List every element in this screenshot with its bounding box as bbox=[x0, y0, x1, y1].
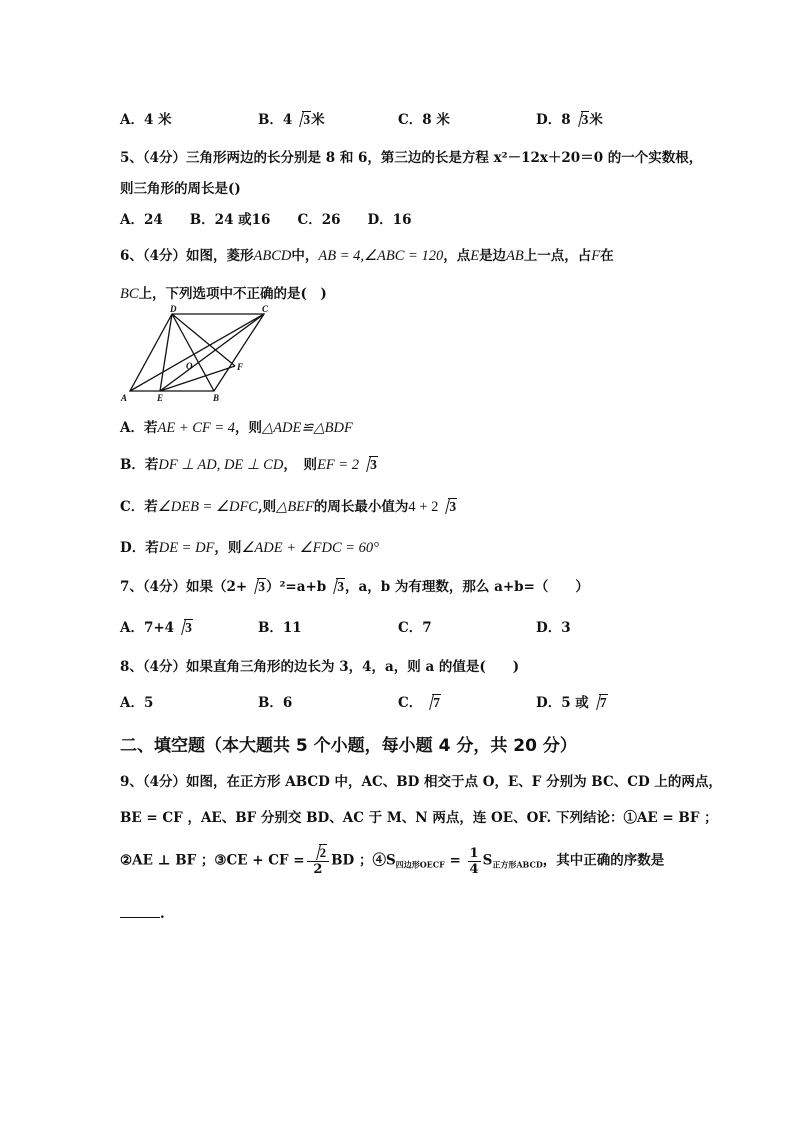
section-heading-fill-in: 二、填空题（本大题共 5 个小题，每小题 4 分，共 20 分） bbox=[120, 736, 577, 756]
q4-option-d-unit: 米 bbox=[589, 112, 603, 128]
sqrt-symbol: 3 bbox=[248, 579, 266, 595]
sqrt-symbol: 3 bbox=[293, 112, 311, 128]
sqrt-symbol: 3 bbox=[360, 457, 378, 473]
fraction: $\frac{1}{4}$ bbox=[469, 845, 479, 877]
q4-option-b-coef: B．4 bbox=[258, 112, 293, 128]
sqrt-symbol: 7 bbox=[590, 695, 608, 711]
q6-stem-line2: BC上，下列选项中不正确的是( ) bbox=[120, 286, 327, 302]
figure-label-o: O bbox=[186, 361, 193, 371]
q9-stem-line1: 9、（4分）如图，在正方形 ABCD 中，AC、BD 相交于点 O，E、F 分别为 BC、CD 上的两点， bbox=[120, 774, 722, 790]
q7-option-a: A．7+4 3 bbox=[120, 620, 192, 636]
figure-label-f: F bbox=[237, 362, 244, 372]
q5-stem-line1: 5、（4分）三角形两边的长分别是 8 和 6，第三边的长是方程 x²－12x＋20＝0 的一个实数根， bbox=[120, 150, 703, 166]
fraction: $\frac{2}{2}$ bbox=[307, 845, 330, 877]
sqrt-symbol: 3 bbox=[327, 579, 345, 595]
q8-option-b: B．6 bbox=[258, 695, 293, 711]
q7-option-b: B．11 bbox=[258, 620, 302, 636]
q6-option-c: C．若∠DEB = ∠DFC,则△BEF的周长最小值为4 + 2 3 bbox=[120, 499, 457, 515]
q9-stem-line3: ②AE ⊥ BF ；③CE + CF = $\frac{2}{2}$ BD ；$④S_{四边形OECF}$ = $\frac{1}{4}$ $S_{正方形ABCD}$，其中正确的序数是 bbox=[120, 845, 665, 877]
q8-option-d: D．5 或 7 bbox=[536, 695, 607, 711]
figure-label-d: D bbox=[170, 304, 177, 314]
sqrt-symbol: 2 bbox=[310, 845, 328, 861]
figure-label-a: A bbox=[121, 393, 128, 403]
rhombus-figure bbox=[118, 304, 280, 404]
figure-label-e: E bbox=[157, 393, 164, 403]
q4-option-b bbox=[258, 108, 325, 128]
sqrt-symbol: 3 bbox=[439, 499, 457, 515]
q4-option-b-unit: 米 bbox=[311, 112, 325, 128]
sqrt-symbol: 7 bbox=[423, 695, 441, 711]
q4-option-d bbox=[536, 108, 603, 128]
figure-label-c: C bbox=[262, 304, 269, 314]
q7-stem: 7、（4分）如果（2+ 3）²=a+b 3，a，b 为有理数，那么 a+b=（ ） bbox=[120, 579, 589, 595]
q6-stem-line1: 6、（4分）如图，菱形ABCD中，AB = 4,∠ABC = 120，点E是边AB上一点，占F在 bbox=[120, 248, 614, 264]
q7-option-c: C．7 bbox=[398, 620, 432, 636]
q5-stem-line2: 则三角形的周长是() bbox=[120, 181, 241, 197]
sqrt-symbol: 3 bbox=[175, 620, 193, 636]
figure-label-b: B bbox=[213, 393, 220, 403]
q4-option-d-coef: D．8 bbox=[536, 112, 571, 128]
q8-option-c: C． 7 bbox=[398, 695, 440, 711]
q6-option-a: A．若AE + CF = 4，则△ADE≌△BDF bbox=[120, 420, 353, 436]
q9-answer-line: . bbox=[120, 906, 165, 922]
answer-blank[interactable] bbox=[120, 907, 160, 918]
q7-option-d: D．3 bbox=[536, 620, 571, 636]
sqrt-symbol: 3 bbox=[572, 112, 590, 128]
q6-option-b: B．若DF ⊥ AD, DE ⊥ CD， 则EF = 2 3 bbox=[120, 457, 377, 473]
q6-option-d: D．若DE = DF，则∠ADE + ∠FDC = 60° bbox=[120, 540, 379, 556]
q9-stem-line2: BE = CF ，AE、BF 分别交 BD、AC 于 M、N 两点，连 OE、OF. 下列结论：①AE = BF ； bbox=[120, 810, 718, 826]
q5-options: A．24 B．24 或16 C．26 D．16 bbox=[120, 212, 412, 228]
q8-option-a: A．5 bbox=[120, 695, 154, 711]
q4-option-c: C．8 米 bbox=[398, 112, 450, 128]
q8-stem: 8、（4分）如果直角三角形的边长为 3，4，a，则 a 的值是( ) bbox=[120, 659, 520, 675]
q4-option-a: A．4 米 bbox=[120, 112, 172, 128]
